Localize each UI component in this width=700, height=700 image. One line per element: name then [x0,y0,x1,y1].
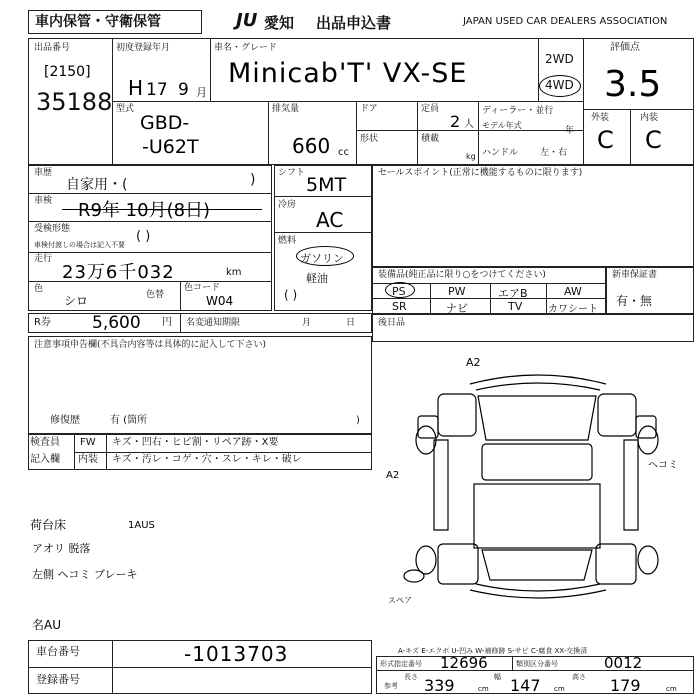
handwritten-note: アオリ 脱落 [32,542,91,555]
inspector-row2-items: キズ・汚レ・コゲ・穴・スレ・キレ・破レ [112,454,302,465]
length-label: 長さ [404,673,418,681]
length-unit: cm [478,685,489,693]
divider [356,101,357,165]
divider [28,193,272,194]
model-line1: GBD- [140,112,190,134]
mileage-label: 走行 [34,254,53,264]
color-label: 色 [34,284,44,294]
divider [74,434,75,470]
registration-month: 9 [178,80,189,100]
diagram-mark-right: ヘコミ [648,460,678,471]
divider [180,313,181,333]
interior-label: 内装 [640,113,659,123]
handwritten-note: 荷台床 [30,518,67,532]
received-form-label: 受検形態 [34,224,71,234]
name-change-day: 日 [346,318,356,328]
divider [583,38,584,165]
equip-pw: PW [448,285,466,298]
equip-aw: AW [564,285,582,298]
divider [74,452,372,453]
divider [512,656,513,670]
recycle-label: R券 [34,317,51,328]
divider [372,298,606,299]
inspector-interior: 内装 [78,454,98,465]
equip-kawaseat: カワシート [548,304,598,315]
equip-sr: SR [392,300,407,313]
recycle-value: 5,600 [92,313,141,333]
diagram-mark-top: A2 [466,356,481,369]
handle-label: ハンドル [482,148,519,158]
type-number-value: 12696 [440,654,488,672]
front-right-fender [598,394,636,436]
load-label: 積載 [421,134,440,144]
registration-era: H [128,76,144,100]
dealer-label: ディーラー・並行 [482,106,554,116]
rear-item-frame [372,314,694,342]
association-name: JAPAN USED CAR DEALERS ASSOCIATION [463,16,668,27]
handwritten-note: 名AU [32,618,61,632]
hood-outline [478,396,596,440]
2wd-option: 2WD [545,52,574,66]
equip-tv: TV [508,300,523,313]
shape-label: 形状 [360,134,379,144]
history-value: 自家用・( [66,177,128,193]
inspector-row1-items: キズ・凹右・ヒビ割・リペア跡・X要 [112,437,279,448]
height-unit: cm [666,685,677,693]
divider [274,232,372,233]
car-damage-diagram [378,344,694,656]
width-value: 147 [510,676,541,695]
listing-number-label: 出品番号 [34,43,71,53]
warranty-options: 有・無 [616,294,653,308]
type-number-label: 形式指定番号 [380,660,422,668]
sales-point-label: セールスポイント(正常に機能するものに限ります) [378,168,583,178]
divider [274,196,372,197]
repair-label: 修復歴 [50,415,80,426]
notes-label: 注意事項申告欄(不具合内容等は具体的に記入して下さい) [34,340,267,350]
handle-options: 左・右 [540,148,568,158]
class-number-value: 0012 [604,654,643,672]
displacement-label: 排気量 [272,104,300,114]
sales-point-frame [372,165,694,267]
equip-ps: PS [392,285,406,298]
divider [430,283,431,314]
storage-title-box [28,10,202,34]
mileage-value: 23万6千032 [62,262,175,283]
damage-legend: A-キズ E-エクボ U-凹み W-補修跡 S-サビ C-腐食 XX-交換済 [398,647,588,655]
name-change-label: 名変通知期限 [186,318,241,328]
year-unit: 年 [565,126,575,136]
handwritten-note: 左側 ヘコミ ブレーキ [32,568,138,581]
chassis-value: -1013703 [184,642,289,666]
score-label: 評価点 [610,42,640,53]
ref-label: 参考 [384,682,398,690]
exterior-label: 外装 [591,113,610,123]
tailgate-outline [482,550,592,580]
divider [630,109,631,165]
aircon-value: AC [316,208,344,232]
history-label: 車歴 [34,168,53,178]
diagram-mark-left: A2 [386,470,400,481]
height-label: 高さ [572,673,586,681]
storage-title: 車内保管・守衛保管 [35,14,161,30]
divider [112,101,583,102]
displacement-unit: cc [338,147,349,158]
month-unit: 月 [196,86,207,99]
mileage-unit: km [226,267,242,278]
handwritten-note: 1AUS [128,520,155,531]
rear-item-label: 後日品 [378,318,406,328]
color-value: シロ [64,294,89,308]
equipment-label: 装備品(純正品に限り○をつけてください) [378,270,546,280]
score-value: 3.5 [604,64,662,105]
color-code-value: W04 [206,294,234,308]
interior-grade: C [645,126,662,154]
ps-circle [385,282,415,298]
divider [376,670,694,671]
spare-label: スペア [388,596,412,605]
divider [546,283,547,314]
shift-label: シフト [278,168,306,178]
fuel-label: 燃料 [278,236,297,246]
4wd-option: 4WD [545,78,574,92]
color-code-label: 色コード [184,283,221,293]
divider [28,667,372,668]
divider [583,109,694,110]
truck-bed [474,484,600,548]
inspection-label: 車検 [34,196,53,206]
length-value: 339 [424,676,455,695]
capacity-value: 2 [450,112,461,131]
divider [180,281,181,311]
strikethrough-line [62,209,262,210]
divider [210,38,211,101]
model-label: 型式 [116,104,135,114]
ju-logo: JU [236,10,258,31]
registration-label: 初度登録年月 [116,43,171,53]
model-line2: -U62T [142,136,199,158]
listing-small-number: [2150] [44,64,91,80]
divider [538,38,539,101]
divider [106,434,107,470]
divider [28,252,272,253]
gasoline-circle [296,246,354,266]
inspection-value: R9年 10月(8日) [78,200,211,221]
width-label: 幅 [494,673,501,681]
inspector-fw: FW [80,437,96,448]
warranty-label: 新車保証書 [612,270,658,280]
displacement-value: 660 [292,134,331,158]
history-close: ) [250,172,256,188]
brand-name: 愛知 [264,14,295,32]
divider [112,640,113,694]
received-form-paren: ( ) [136,229,151,244]
height-value: 179 [610,676,641,695]
load-unit: kg [466,152,476,161]
name-change-month: 月 [302,318,312,328]
car-name-value: Minicab'T' VX-SE [228,58,468,89]
car-name-label: 車名・グレード [214,43,278,53]
divider [356,130,583,131]
color-change-label: 色替 [146,290,165,300]
4wd-circle [539,75,581,97]
fuel-diesel: 軽油 [306,272,328,285]
divider [417,101,418,165]
listing-number: 35188 [36,88,113,116]
fuel-paren: ( ) [284,288,298,302]
capacity-label: 定員 [421,104,440,114]
inspector-label1: 検査員 [30,437,60,448]
form-title: 出品申込書 [316,14,392,32]
aircon-label: 冷房 [278,200,297,210]
repair-value: 有 (箇所 [110,415,148,426]
door-label: ドア [360,104,378,114]
repair-close: ) [356,415,360,426]
exterior-grade: C [597,126,614,154]
width-unit: cm [554,685,565,693]
equip-navi: ナビ [446,302,468,315]
model-year-label: モデル年式 [482,121,522,130]
received-form-note: 車検付渡しの場合は記入不要 [34,241,125,249]
class-number-label: 類別区分番号 [516,660,558,668]
registration-no-label: 登録番号 [36,673,80,686]
divider [478,101,479,165]
registration-year: 17 [146,80,168,100]
inspector-label2: 記入欄 [30,454,60,465]
chassis-label: 車台番号 [36,645,80,658]
fuel-gasoline: ガソリン [300,252,344,265]
front-left-fender [438,394,476,436]
capacity-unit: 人 [464,119,474,130]
equip-airbag: エアB [498,287,528,300]
divider [268,101,269,165]
divider [490,283,491,314]
recycle-unit: 円 [162,317,172,328]
shift-value: 5MT [306,174,347,196]
cab-roof [482,444,592,480]
